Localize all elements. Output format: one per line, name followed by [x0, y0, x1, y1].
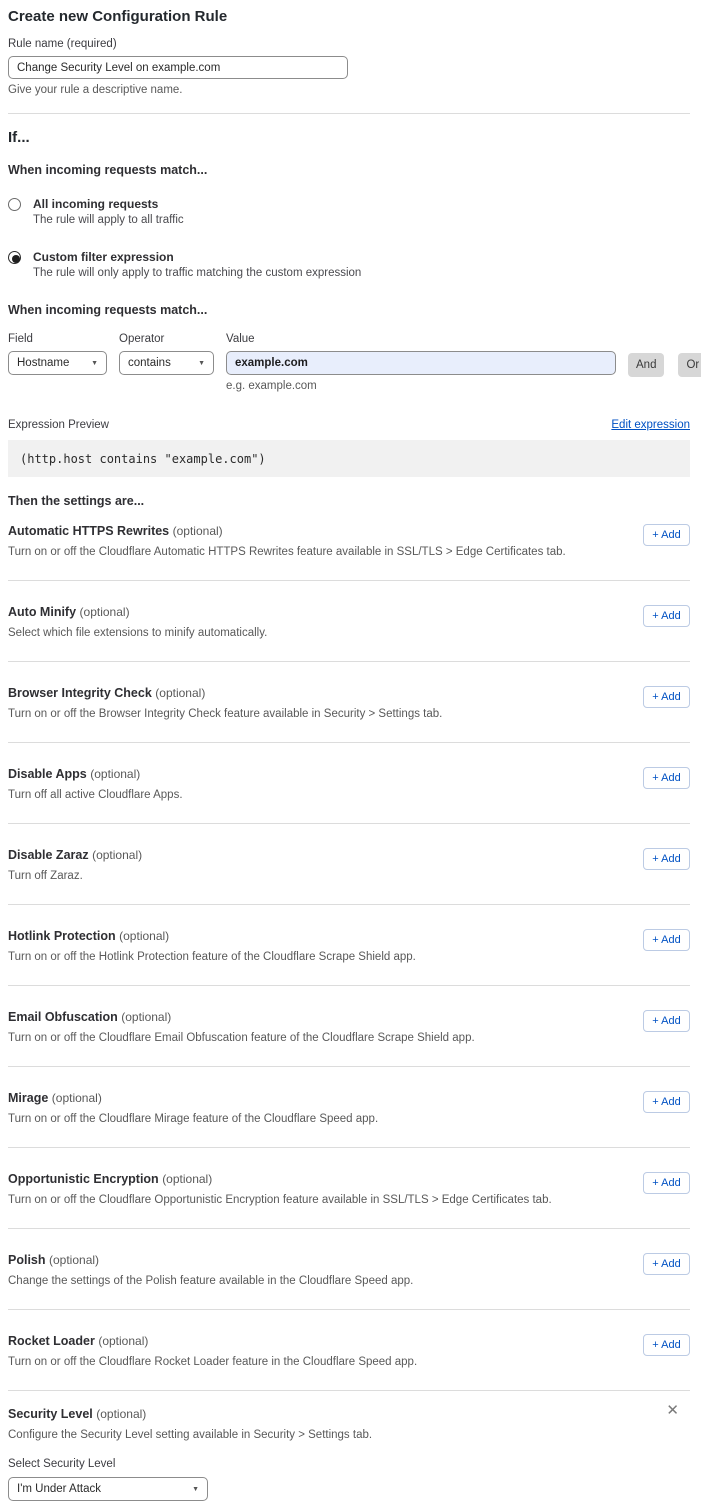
- if-heading: If...: [8, 129, 30, 146]
- setting-row: [8, 1148, 690, 1229]
- setting-row: [8, 986, 690, 1067]
- optional-tag: (optional): [121, 1010, 172, 1024]
- setting-title: Disable Apps (optional): [8, 767, 141, 781]
- add-button[interactable]: + Add: [643, 686, 690, 708]
- value-label: Value: [226, 333, 255, 345]
- security-level-select-value: I'm Under Attack: [17, 1483, 102, 1495]
- chevron-down-icon: ▼: [91, 359, 98, 367]
- optional-tag: (optional): [90, 767, 141, 781]
- rule-name-label: Rule name (required): [8, 38, 117, 50]
- add-button[interactable]: + Add: [643, 848, 690, 870]
- setting-title: Rocket Loader (optional): [8, 1334, 149, 1348]
- setting-title: Security Level (optional): [8, 1407, 147, 1421]
- security-level-select[interactable]: [8, 1477, 208, 1501]
- setting-row: [8, 824, 690, 905]
- setting-description: Turn on or off the Hotlink Protection feature of the Cloudflare Scrape Shield app.: [8, 951, 416, 963]
- optional-tag: (optional): [98, 1334, 149, 1348]
- setting-description: Turn on or off the Cloudflare Mirage feature of the Cloudflare Speed app.: [8, 1113, 379, 1125]
- setting-title: Disable Zaraz (optional): [8, 848, 143, 862]
- setting-title: Browser Integrity Check (optional): [8, 686, 206, 700]
- setting-row: [8, 905, 690, 986]
- rule-name-helper: Give your rule a descriptive name.: [8, 84, 183, 96]
- setting-description: Change the settings of the Polish feature available in the Cloudflare Speed app.: [8, 1275, 414, 1287]
- optional-tag: (optional): [155, 686, 206, 700]
- setting-description: Configure the Security Level setting available in Security > Settings tab.: [8, 1429, 373, 1441]
- setting-description: Turn off Zaraz.: [8, 870, 83, 882]
- setting-description: Turn on or off the Cloudflare Email Obfuscation feature of the Cloudflare Scrape Shield app.: [8, 1032, 475, 1044]
- divider: [8, 113, 690, 114]
- field-label: Field: [8, 333, 33, 345]
- setting-title: Automatic HTTPS Rewrites (optional): [8, 524, 223, 538]
- optional-tag: (optional): [51, 1091, 102, 1105]
- add-button[interactable]: + Add: [643, 1091, 690, 1113]
- chevron-down-icon: ▼: [192, 1485, 199, 1493]
- add-button[interactable]: + Add: [643, 524, 690, 546]
- add-button[interactable]: + Add: [643, 1010, 690, 1032]
- setting-row: [8, 1310, 690, 1391]
- or-button[interactable]: Or: [678, 353, 701, 377]
- add-button[interactable]: + Add: [643, 767, 690, 789]
- radio-label: Custom filter expression: [33, 250, 174, 264]
- setting-title: Email Obfuscation (optional): [8, 1010, 172, 1024]
- incoming-requests-match-heading: When incoming requests match...: [8, 163, 208, 177]
- operator-select-value: contains: [128, 357, 171, 369]
- operator-select[interactable]: [119, 351, 214, 375]
- setting-description: Turn on or off the Cloudflare Rocket Loader feature in the Cloudflare Speed app.: [8, 1356, 418, 1368]
- security-level-section: [8, 1391, 690, 1501]
- and-button[interactable]: And: [628, 353, 664, 377]
- setting-row: [8, 743, 690, 824]
- optional-tag: (optional): [172, 524, 223, 538]
- radio-button-icon[interactable]: [8, 251, 21, 264]
- optional-tag: (optional): [162, 1172, 213, 1186]
- edit-expression-link[interactable]: Edit expression: [611, 419, 690, 431]
- setting-description: Turn off all active Cloudflare Apps.: [8, 789, 183, 801]
- setting-title: Mirage (optional): [8, 1091, 102, 1105]
- match-type-radio-group: [8, 197, 690, 279]
- radio-label: All incoming requests: [33, 197, 159, 211]
- value-input[interactable]: [226, 351, 616, 375]
- setting-title: Auto Minify (optional): [8, 605, 130, 619]
- add-button[interactable]: + Add: [643, 929, 690, 951]
- setting-row: [8, 581, 690, 662]
- radio-description: The rule will apply to all traffic: [33, 214, 184, 226]
- expression-preview-label: Expression Preview: [8, 419, 109, 431]
- optional-tag: (optional): [49, 1253, 100, 1267]
- setting-description: Turn on or off the Cloudflare Opportunistic Encryption feature available in SSL/TLS > Edge Certificates tab.: [8, 1194, 552, 1206]
- setting-description: Select which file extensions to minify automatically.: [8, 627, 268, 639]
- radio-description: The rule will only apply to traffic matching the custom expression: [33, 267, 362, 279]
- then-settings-heading: Then the settings are...: [8, 494, 145, 508]
- setting-row: [8, 1229, 690, 1310]
- optional-tag: (optional): [92, 848, 143, 862]
- add-button[interactable]: + Add: [643, 1172, 690, 1194]
- setting-title: Opportunistic Encryption (optional): [8, 1172, 213, 1186]
- optional-tag: (optional): [119, 929, 170, 943]
- add-button[interactable]: + Add: [643, 605, 690, 627]
- chevron-down-icon: ▼: [198, 359, 205, 367]
- page-title: Create new Configuration Rule: [8, 8, 228, 25]
- setting-row: [8, 662, 690, 743]
- filter-match-heading: When incoming requests match...: [8, 303, 208, 317]
- setting-title: Polish (optional): [8, 1253, 100, 1267]
- radio-custom-filter-expression[interactable]: [8, 250, 690, 279]
- rule-name-input[interactable]: [8, 56, 348, 79]
- field-select-value: Hostname: [17, 357, 70, 369]
- value-helper: e.g. example.com: [226, 380, 317, 392]
- setting-row: [8, 508, 690, 581]
- optional-tag: (optional): [79, 605, 130, 619]
- close-icon[interactable]: ✕: [666, 1402, 679, 1419]
- radio-button-icon[interactable]: [8, 198, 21, 211]
- select-security-level-label: Select Security Level: [8, 1458, 116, 1470]
- setting-title: Hotlink Protection (optional): [8, 929, 170, 943]
- add-button[interactable]: + Add: [643, 1253, 690, 1275]
- setting-description: Turn on or off the Cloudflare Automatic HTTPS Rewrites feature available in SSL/TLS > Edge Certificates tab.: [8, 546, 566, 558]
- settings-list: [8, 508, 690, 1391]
- operator-label: Operator: [119, 333, 165, 345]
- radio-all-incoming-requests[interactable]: [8, 197, 690, 226]
- add-button[interactable]: + Add: [643, 1334, 690, 1356]
- setting-description: Turn on or off the Browser Integrity Check feature available in Security > Settings tab.: [8, 708, 443, 720]
- filter-expression-builder: [8, 333, 700, 392]
- field-select[interactable]: [8, 351, 107, 375]
- setting-row: [8, 1067, 690, 1148]
- expression-preview-code: (http.host contains "example.com"): [8, 440, 690, 477]
- optional-tag: (optional): [96, 1407, 147, 1421]
